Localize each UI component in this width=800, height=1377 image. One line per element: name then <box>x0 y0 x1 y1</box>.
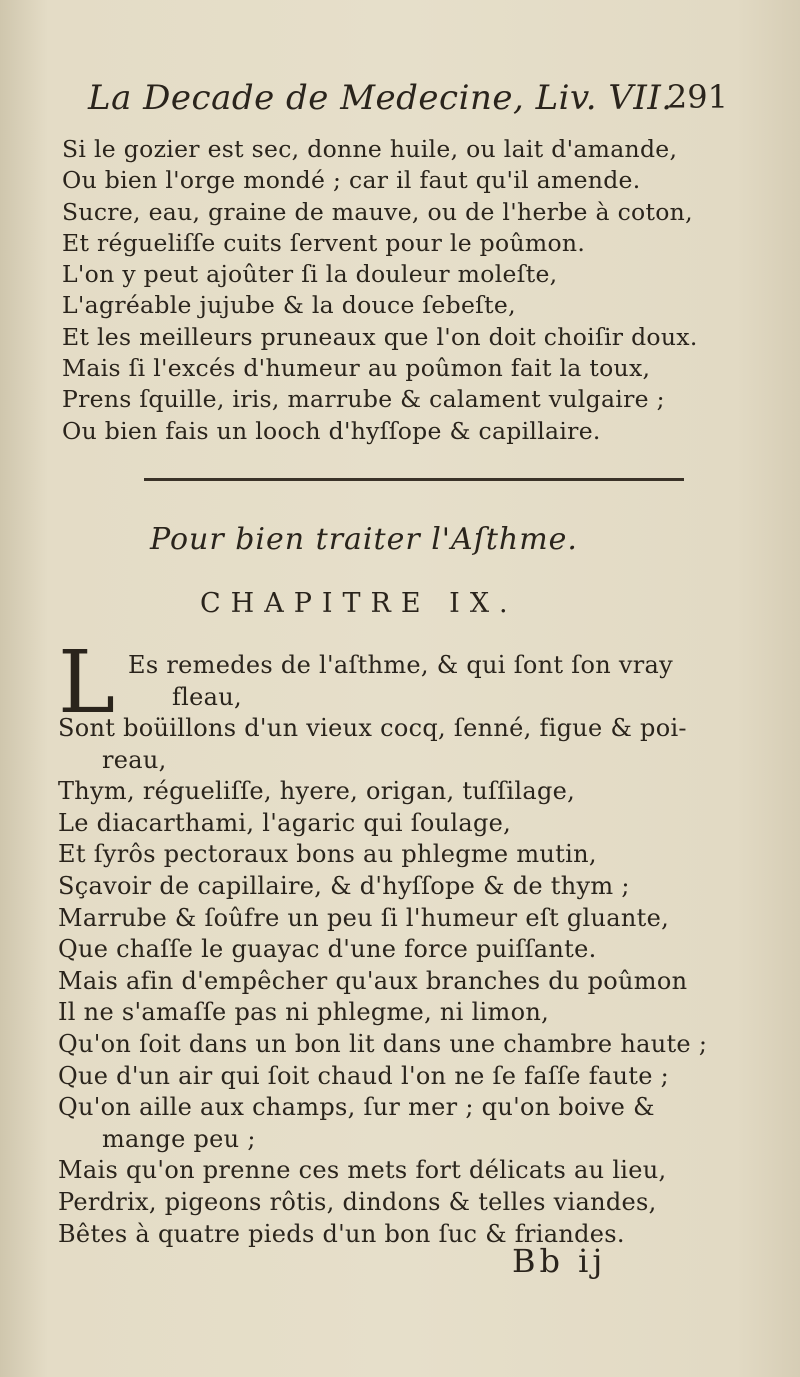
opening-lines <box>128 650 728 713</box>
body-line: Sçavoir de capillaire, & d'hyſſope & de thym ; <box>58 871 630 900</box>
body-line: Qu'on ſoit dans un bon lit dans une chambre haute ; <box>58 1029 708 1058</box>
verse-block <box>62 134 762 447</box>
body-line: Marrube & ſoûfre un peu ſi l'humeur eſt gluante, <box>58 903 670 932</box>
body-line: Bêtes à quatre pieds d'un bon ſuc & friandes. <box>58 1219 625 1248</box>
body-line: Que d'un air qui ſoit chaud l'on ne ſe faſſe faute ; <box>58 1061 670 1090</box>
body-line: Mais qu'on prenne ces mets fort délicats au lieu, <box>58 1156 667 1185</box>
verse-line: Et les meilleurs pruneaux que l'on doit choiſir doux. <box>62 322 698 351</box>
verse-line: Et régueliſſe cuits ſervent pour le poûmon. <box>62 228 586 257</box>
body-line: Et ſyrôs pectoraux bons au phlegme mutin, <box>58 840 597 869</box>
body-line: Que chaſſe le guayac d'une force puiſſante. <box>58 935 597 964</box>
verse-line: L'on y peut ajoûter ſi la douleur moleſte, <box>62 260 558 289</box>
body-line: Perdrix, pigeons rôtis, dindons & telles viandes, <box>58 1187 657 1216</box>
body-line: Sont boüillons d'un vieux cocq, ſenné, figue & poi- <box>58 714 687 742</box>
chapter-body <box>58 713 768 1250</box>
body-line: Mais afin d'empêcher qu'aux branches du poûmon <box>58 966 688 995</box>
body-line: Qu'on aille aux champs, ſur mer ; qu'on boive & <box>58 1093 655 1122</box>
body-line: reau, <box>102 745 167 774</box>
chapter-heading: CHAPITRE IX. <box>200 588 518 619</box>
verse-line: Prens ſquille, iris, marrube & calament vulgaire ; <box>62 385 665 414</box>
verse-line: Ou bien l'orge mondé ; car il faut qu'il amende. <box>62 166 641 195</box>
running-title: La Decade de Medecine, Liv. VII. <box>88 78 673 118</box>
verse-line: Ou bien fais un looch d'hyſſope & capillaire. <box>62 416 601 445</box>
body-line: mange peu ; <box>102 1124 256 1153</box>
page-number: 291 <box>666 78 728 116</box>
opening-line: Es remedes de l'aſthme, & qui ſont ſon vray <box>128 651 673 679</box>
verse-line: Si le gozier est sec, donne huile, ou lait d'amande, <box>62 135 678 163</box>
verse-line: Sucre, eau, graine de mauve, ou de l'herbe à coton, <box>62 197 693 226</box>
verse-line: Mais ſi l'excés d'humeur au poûmon fait la toux, <box>62 354 651 383</box>
section-title: Pour bien traiter l'Aſthme. <box>150 522 578 557</box>
drop-cap: L <box>58 633 116 733</box>
body-line: Il ne s'amaſſe pas ni phlegme, ni limon, <box>58 998 550 1027</box>
opening-line: fleau, <box>172 682 242 711</box>
body-line: Thym, régueliſſe, hyere, origan, tuſſilage, <box>58 777 576 806</box>
body-line: Le diacarthami, l'agaric qui ſoulage, <box>58 808 512 837</box>
signature-mark: Bb ij <box>512 1242 607 1280</box>
verse-line: L'agréable jujube & la douce ſebeſte, <box>62 291 516 320</box>
section-divider <box>144 478 684 481</box>
page-header <box>88 78 728 118</box>
